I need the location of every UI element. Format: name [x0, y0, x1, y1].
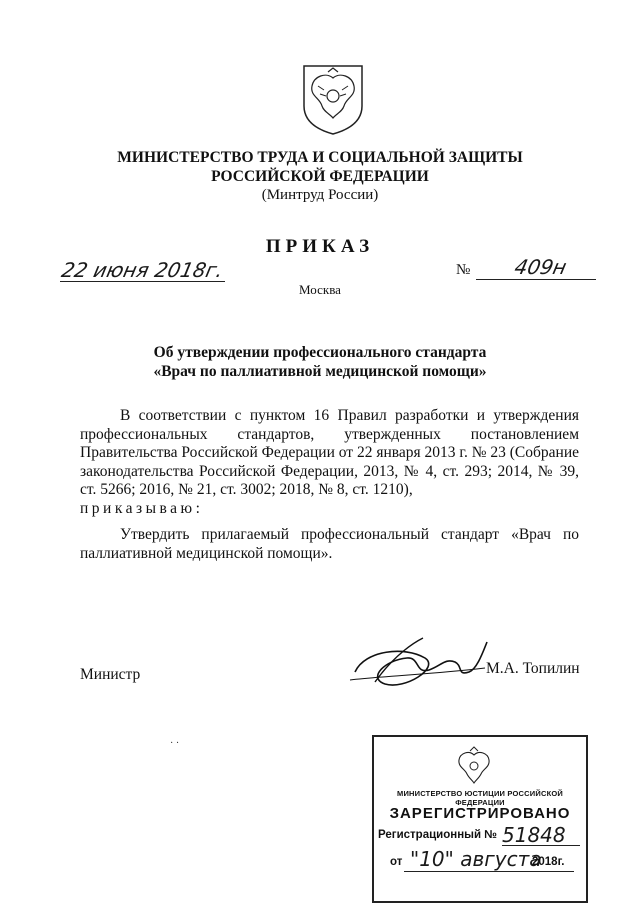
scan-artifact: · · [170, 738, 180, 749]
body-paragraph-2: Утвердить прилагаемый профессиональный стандарт «Врач по паллиативной медицинской помощи». [80, 526, 579, 562]
stamp-date-handwritten: "10" августа [410, 847, 542, 871]
number-underline [476, 279, 596, 280]
stamp-number-underline [502, 845, 580, 846]
stamp-ministry-name: МИНИСТЕРСТВО ЮСТИЦИИ РОССИЙСКОЙ ФЕДЕРАЦИИ [397, 789, 563, 807]
signer-name: М.А. Топилин [486, 660, 580, 677]
signer-position: Министр [80, 666, 141, 683]
stamp-reg-number-label: Регистрационный № [378, 829, 498, 841]
stamp-coat-of-arms-icon [454, 745, 494, 789]
registration-stamp [372, 735, 588, 903]
order-number-label: № [456, 262, 471, 278]
order-heading: ПРИКАЗ [265, 236, 375, 257]
directive-text: приказываю: [80, 499, 204, 517]
russian-coat-of-arms-icon [300, 62, 366, 136]
ministry-short-name: (Минтруд России) [261, 187, 379, 203]
body-paragraph-1-text: В соответствии с пунктом 16 Правил разработки и утверждения профессиональных стандартов, утвержденных постановлением Правительства Российской Федерации от 22 января 2013 г. № 23 (Собрание законодательства Российской Федерации, 2013, № 4, ст. 293; 2014, № 39, ст. 5266; 2016, № 21, ст. 3002; 2018, № 8, ст. 1210), [80, 407, 580, 498]
ministry-name-line1: МИНИСТЕРСТВО ТРУДА И СОЦИАЛЬНОЙ ЗАЩИТЫ [117, 149, 523, 166]
order-number-handwritten: 409н [512, 255, 569, 279]
stamp-reg-number-value: 51848 [502, 823, 566, 847]
document-title-line1: Об утверждении профессионального стандарта [153, 344, 487, 361]
stamp-year-suffix: 2018г. [532, 856, 565, 868]
stamp-from-label: от [390, 856, 403, 868]
order-city: Москва [299, 282, 341, 297]
handwritten-signature-icon [345, 632, 490, 702]
ministry-name-line2: РОССИЙСКОЙ ФЕДЕРАЦИИ [211, 168, 429, 185]
order-date-handwritten: 22 июня 2018г. [59, 258, 226, 282]
stamp-registered-label: ЗАРЕГИСТРИРОВАНО [389, 805, 571, 822]
stamp-date-underline [404, 871, 574, 872]
document-title-line2: «Врач по паллиативной медицинской помощи» [153, 363, 487, 380]
body-paragraph-1 [80, 407, 579, 518]
